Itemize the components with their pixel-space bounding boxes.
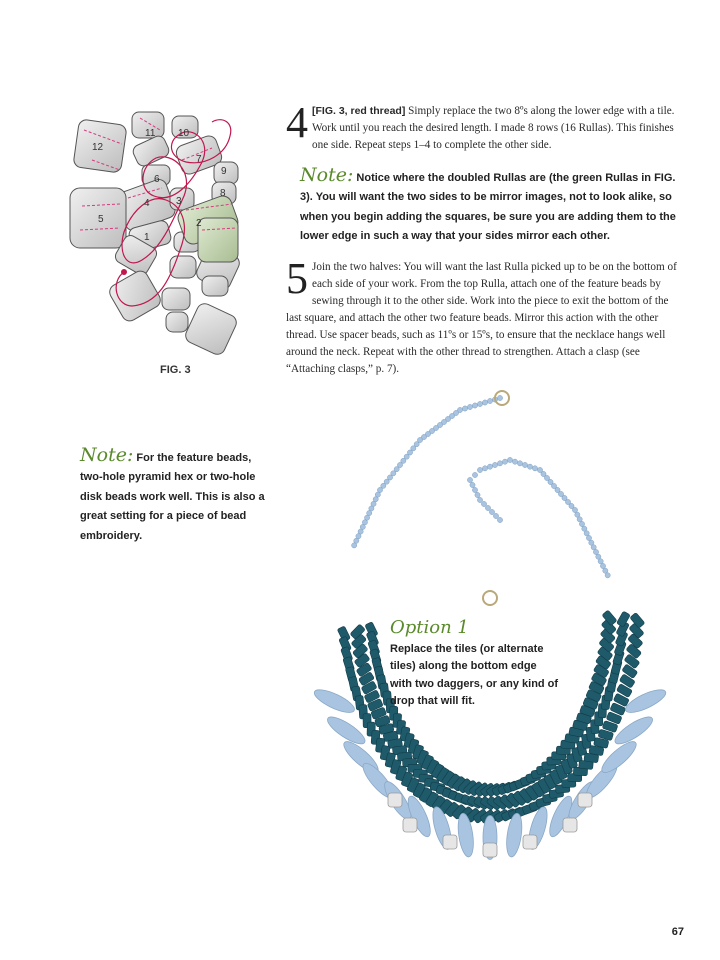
seed-bead	[497, 461, 502, 466]
fig-label-12: 12	[92, 142, 104, 153]
seed-bead	[475, 492, 480, 497]
option-1	[390, 617, 560, 711]
silver-square-bead	[483, 843, 497, 857]
fig-label-2: 2	[196, 218, 202, 229]
silver-square-bead	[443, 835, 457, 849]
fig-label-9: 9	[221, 166, 227, 177]
note-feature-beads	[80, 444, 270, 545]
seed-bead	[497, 517, 502, 522]
step-5-text: Join the two halves: You will want the last Rulla picked up to be on the bottom of each side of your work. From the top Rulla, attach one of the feature beads by sewing through it to the other side. Work into the piece to exit the bottom of the last square, and attach the other two feature beads. Mirror this action with the other thread. Use spacer beads, such as 11ºs or 15ºs, to ensure that the necklace hangs well around the neck. Repeat with the other thread to strengthen. Attach a clasp (see “Attaching clasps,” p. 7).	[286, 261, 677, 375]
option-title: Option 1	[390, 617, 469, 638]
page-number: 67	[671, 926, 684, 938]
note-title: Note:	[80, 444, 134, 466]
silver-square-bead	[563, 818, 577, 832]
seed-bead	[482, 400, 487, 405]
silver-square-bead	[403, 818, 417, 832]
seed-bead	[492, 462, 497, 467]
figure-caption: FIG. 3	[160, 364, 191, 376]
seed-bead	[527, 464, 532, 469]
seed-bead	[600, 563, 605, 568]
seed-bead	[489, 509, 494, 514]
seed-bead	[477, 497, 482, 502]
fig-label-6: 6	[154, 174, 160, 185]
seed-bead	[467, 477, 472, 482]
silver-square-bead	[523, 835, 537, 849]
seed-bead	[577, 517, 582, 522]
step-4	[286, 98, 686, 154]
seed-bead	[586, 535, 591, 540]
note-title: Note:	[300, 164, 354, 186]
seed-bead	[584, 531, 589, 536]
note-text: For the feature beads, two-hole pyramid hex or two-hole disk beads work well. This is also a great setting for a piece of bead embroidery.	[80, 452, 265, 542]
seed-bead	[493, 513, 498, 518]
fig-label-11: 11	[145, 128, 156, 139]
seed-bead	[596, 554, 601, 559]
seed-bead	[572, 507, 577, 512]
seed-bead	[487, 464, 492, 469]
seed-bead	[605, 573, 610, 578]
seed-bead	[485, 505, 490, 510]
seed-bead	[487, 398, 492, 403]
fig-label-1: 1	[144, 232, 150, 243]
seed-bead	[352, 543, 357, 548]
dagger-bead	[311, 685, 357, 716]
silver-square-bead	[388, 793, 402, 807]
seed-bead	[502, 459, 507, 464]
silver-square-bead	[578, 793, 592, 807]
note-text: Notice where the doubled Rullas are (the green Rullas in FIG. 3). You will want the two sides to be mirror images, not to look alike, so when you begin adding the squares, be sure you are adding them to the lower edge in such a way that your sides mirror each other.	[300, 172, 676, 243]
step-4-number: 4	[286, 98, 308, 147]
seed-bead	[507, 457, 512, 462]
seed-bead	[593, 549, 598, 554]
seed-bead	[472, 487, 477, 492]
seed-bead	[467, 404, 472, 409]
fig-label-4: 4	[144, 198, 150, 209]
fig-label-10: 10	[178, 128, 190, 139]
seed-bead	[497, 395, 502, 400]
seed-bead	[477, 467, 482, 472]
seed-bead	[470, 482, 475, 487]
step-4-text: Simply replace the two 8ºs along the lower edge with a tile. Work until you reach the desired length. I made 8 rows (16 Rullas). This finishes one side. Repeat steps 1–4 to complete the other side.	[312, 105, 675, 151]
note-mirror	[300, 164, 684, 246]
seed-bead	[522, 462, 527, 467]
fig-label-7: 7	[196, 154, 202, 165]
step-4-lead: [FIG. 3, red thread]	[312, 105, 406, 117]
seed-bead	[462, 406, 467, 411]
seed-bead	[481, 501, 486, 506]
seed-bead	[579, 521, 584, 526]
seed-bead	[512, 459, 517, 464]
option-text: Replace the tiles (or alternate tiles) along the bottom edge with two daggers, or any kind of drop that will fit.	[390, 643, 559, 708]
step-5	[286, 254, 686, 378]
seed-bead	[575, 512, 580, 517]
step-5-number: 5	[286, 254, 308, 303]
fig-label-3: 3	[176, 196, 182, 207]
seed-bead	[598, 559, 603, 564]
seed-bead	[482, 466, 487, 471]
clasp-ring	[483, 591, 497, 605]
seed-bead	[472, 403, 477, 408]
seed-bead	[591, 545, 596, 550]
seed-bead	[532, 466, 537, 471]
seed-bead	[472, 472, 477, 477]
figure-3	[62, 100, 262, 360]
fig-label-5: 5	[98, 214, 104, 225]
seed-bead	[582, 526, 587, 531]
rulla-diagram	[62, 100, 262, 360]
seed-bead	[589, 540, 594, 545]
seed-bead	[477, 401, 482, 406]
seed-bead	[603, 568, 608, 573]
fig-label-8: 8	[220, 188, 226, 199]
seed-bead	[517, 461, 522, 466]
